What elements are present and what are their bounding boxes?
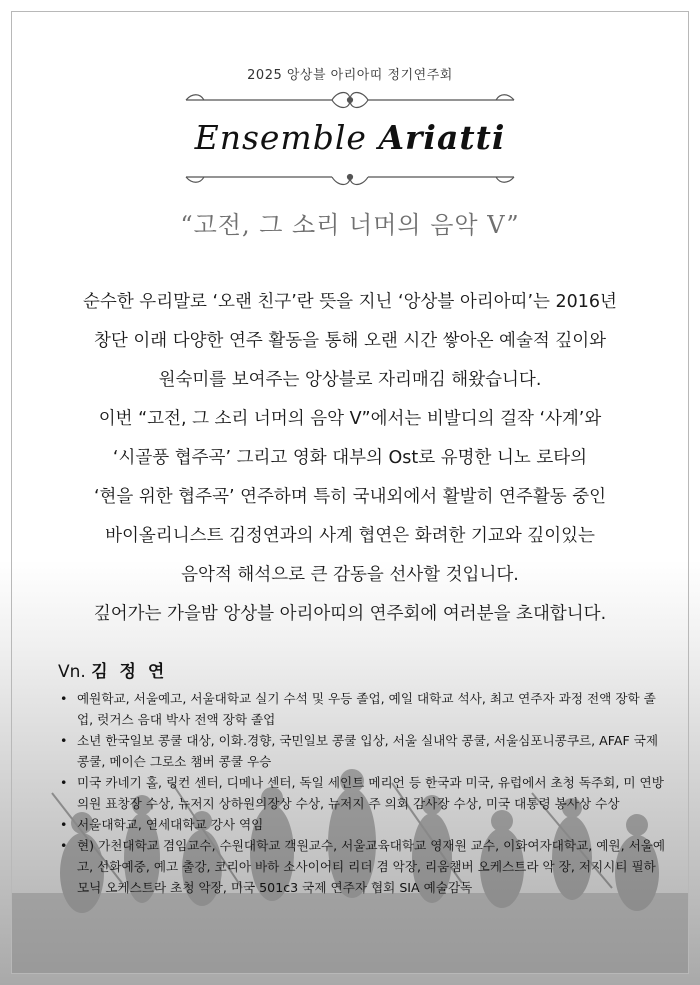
intro-paragraph [40, 283, 660, 634]
bio-item-text: 소년 한국일보 콩쿨 대상, 이화.경향, 국민일보 콩쿨 입상, 서울 실내악 콩쿨, 서울심포니콩쿠르, AFAF 국제콩쿨, 메이슨 그로소 챔버 콩쿨 우승 [77, 733, 659, 769]
bullet-mark: • [60, 733, 68, 748]
bio-item-text: 현) 가천대학교 겸임교수, 수원대학교 객원교수, 서울교육대학교 영재원 교수, 이화여자대학교, 예원, 서울예고, 선화예중, 예고 출강, 코리아 바하 소사이어티 리더 겸 악장, 리움챔버 오케스트라 악 장, 저지시티 필하모닉 오케스트라 초청 악장, 미국 501c3 국제 연주자 협회 SIA 예술감독 [77, 838, 666, 895]
intro-line: 음악적 해석으로 큰 감동을 선사할 것입니다. [181, 565, 519, 585]
ensemble-name-second: Ariatti [378, 118, 506, 157]
bullet-mark: • [60, 838, 68, 853]
intro-line: 원숙미를 보여주는 앙상블로 자리매김 해왔습니다. [158, 370, 542, 390]
bio-list-item [60, 835, 668, 898]
concert-subtitle: 2025 앙상블 아리아띠 정기연주회 [247, 68, 453, 83]
bio-list-item [60, 772, 668, 814]
bio-item-text: 예원학교, 서울예고, 서울대학교 실기 수석 및 우등 졸업, 예일 대학교 석사, 최고 연주자 과정 전액 장학 졸업, 럿거스 음대 박사 전액 장학 졸업 [77, 691, 656, 727]
bullet-mark: • [60, 691, 68, 706]
soloist-name: 김 정 연 [91, 662, 168, 682]
ensemble-name [0, 118, 700, 157]
intro-line: 깊어가는 가을밤 앙상블 아리아띠의 연주회에 여러분을 초대합니다. [93, 604, 607, 624]
bullet-mark: • [60, 775, 68, 790]
intro-line: ‘시골풍 협주곡’ 그리고 영화 대부의 Ost로 유명한 니노 로타의 [112, 448, 588, 468]
soloist-instrument: Vn. [58, 662, 86, 682]
ensemble-name-first: Ensemble [194, 118, 367, 157]
intro-line: 이번 “고전, 그 소리 너머의 음악 V”에서는 비발디의 걸작 ‘사계’와 [98, 409, 602, 429]
bio-item-text: 미국 카네기 홀, 링컨 센터, 디메나 센터, 독일 세인트 메리언 등 한국과 미국, 유럽에서 초청 독주회, 미 연방 의원 표창장 수상, 뉴저지 상하원의장상 수상, 뉴저지 주 의회 감사장 수상, 미국 대통령 봉사상 수상 [77, 775, 664, 811]
intro-line: 창단 이래 다양한 연주 활동을 통해 오랜 시간 쌓아온 예술적 깊이와 [93, 331, 607, 351]
bio-item-text: 서울대학교, 연세대학교 강사 역임 [77, 817, 264, 832]
intro-line: 바이올리니스트 김정연과의 사계 협연은 화려한 기교와 깊이있는 [105, 526, 595, 546]
bio-list-item [60, 814, 668, 835]
concert-title: “고전, 그 소리 너머의 음악 V” [180, 211, 520, 239]
ornament-divider-top [182, 88, 518, 112]
ornament-divider-bottom [182, 165, 518, 189]
soloist-bio-list [60, 688, 668, 898]
bio-list-item [60, 730, 668, 772]
bullet-mark: • [60, 817, 68, 832]
bio-list-item [60, 688, 668, 730]
intro-line: 순수한 우리말로 ‘오랜 친구’란 뜻을 지닌 ‘앙상블 아리아띠’는 2016년 [83, 292, 617, 312]
soloist-heading [58, 657, 167, 682]
intro-line: ‘현을 위한 협주곡’ 연주하며 특히 국내외에서 활발히 연주활동 중인 [93, 487, 607, 507]
